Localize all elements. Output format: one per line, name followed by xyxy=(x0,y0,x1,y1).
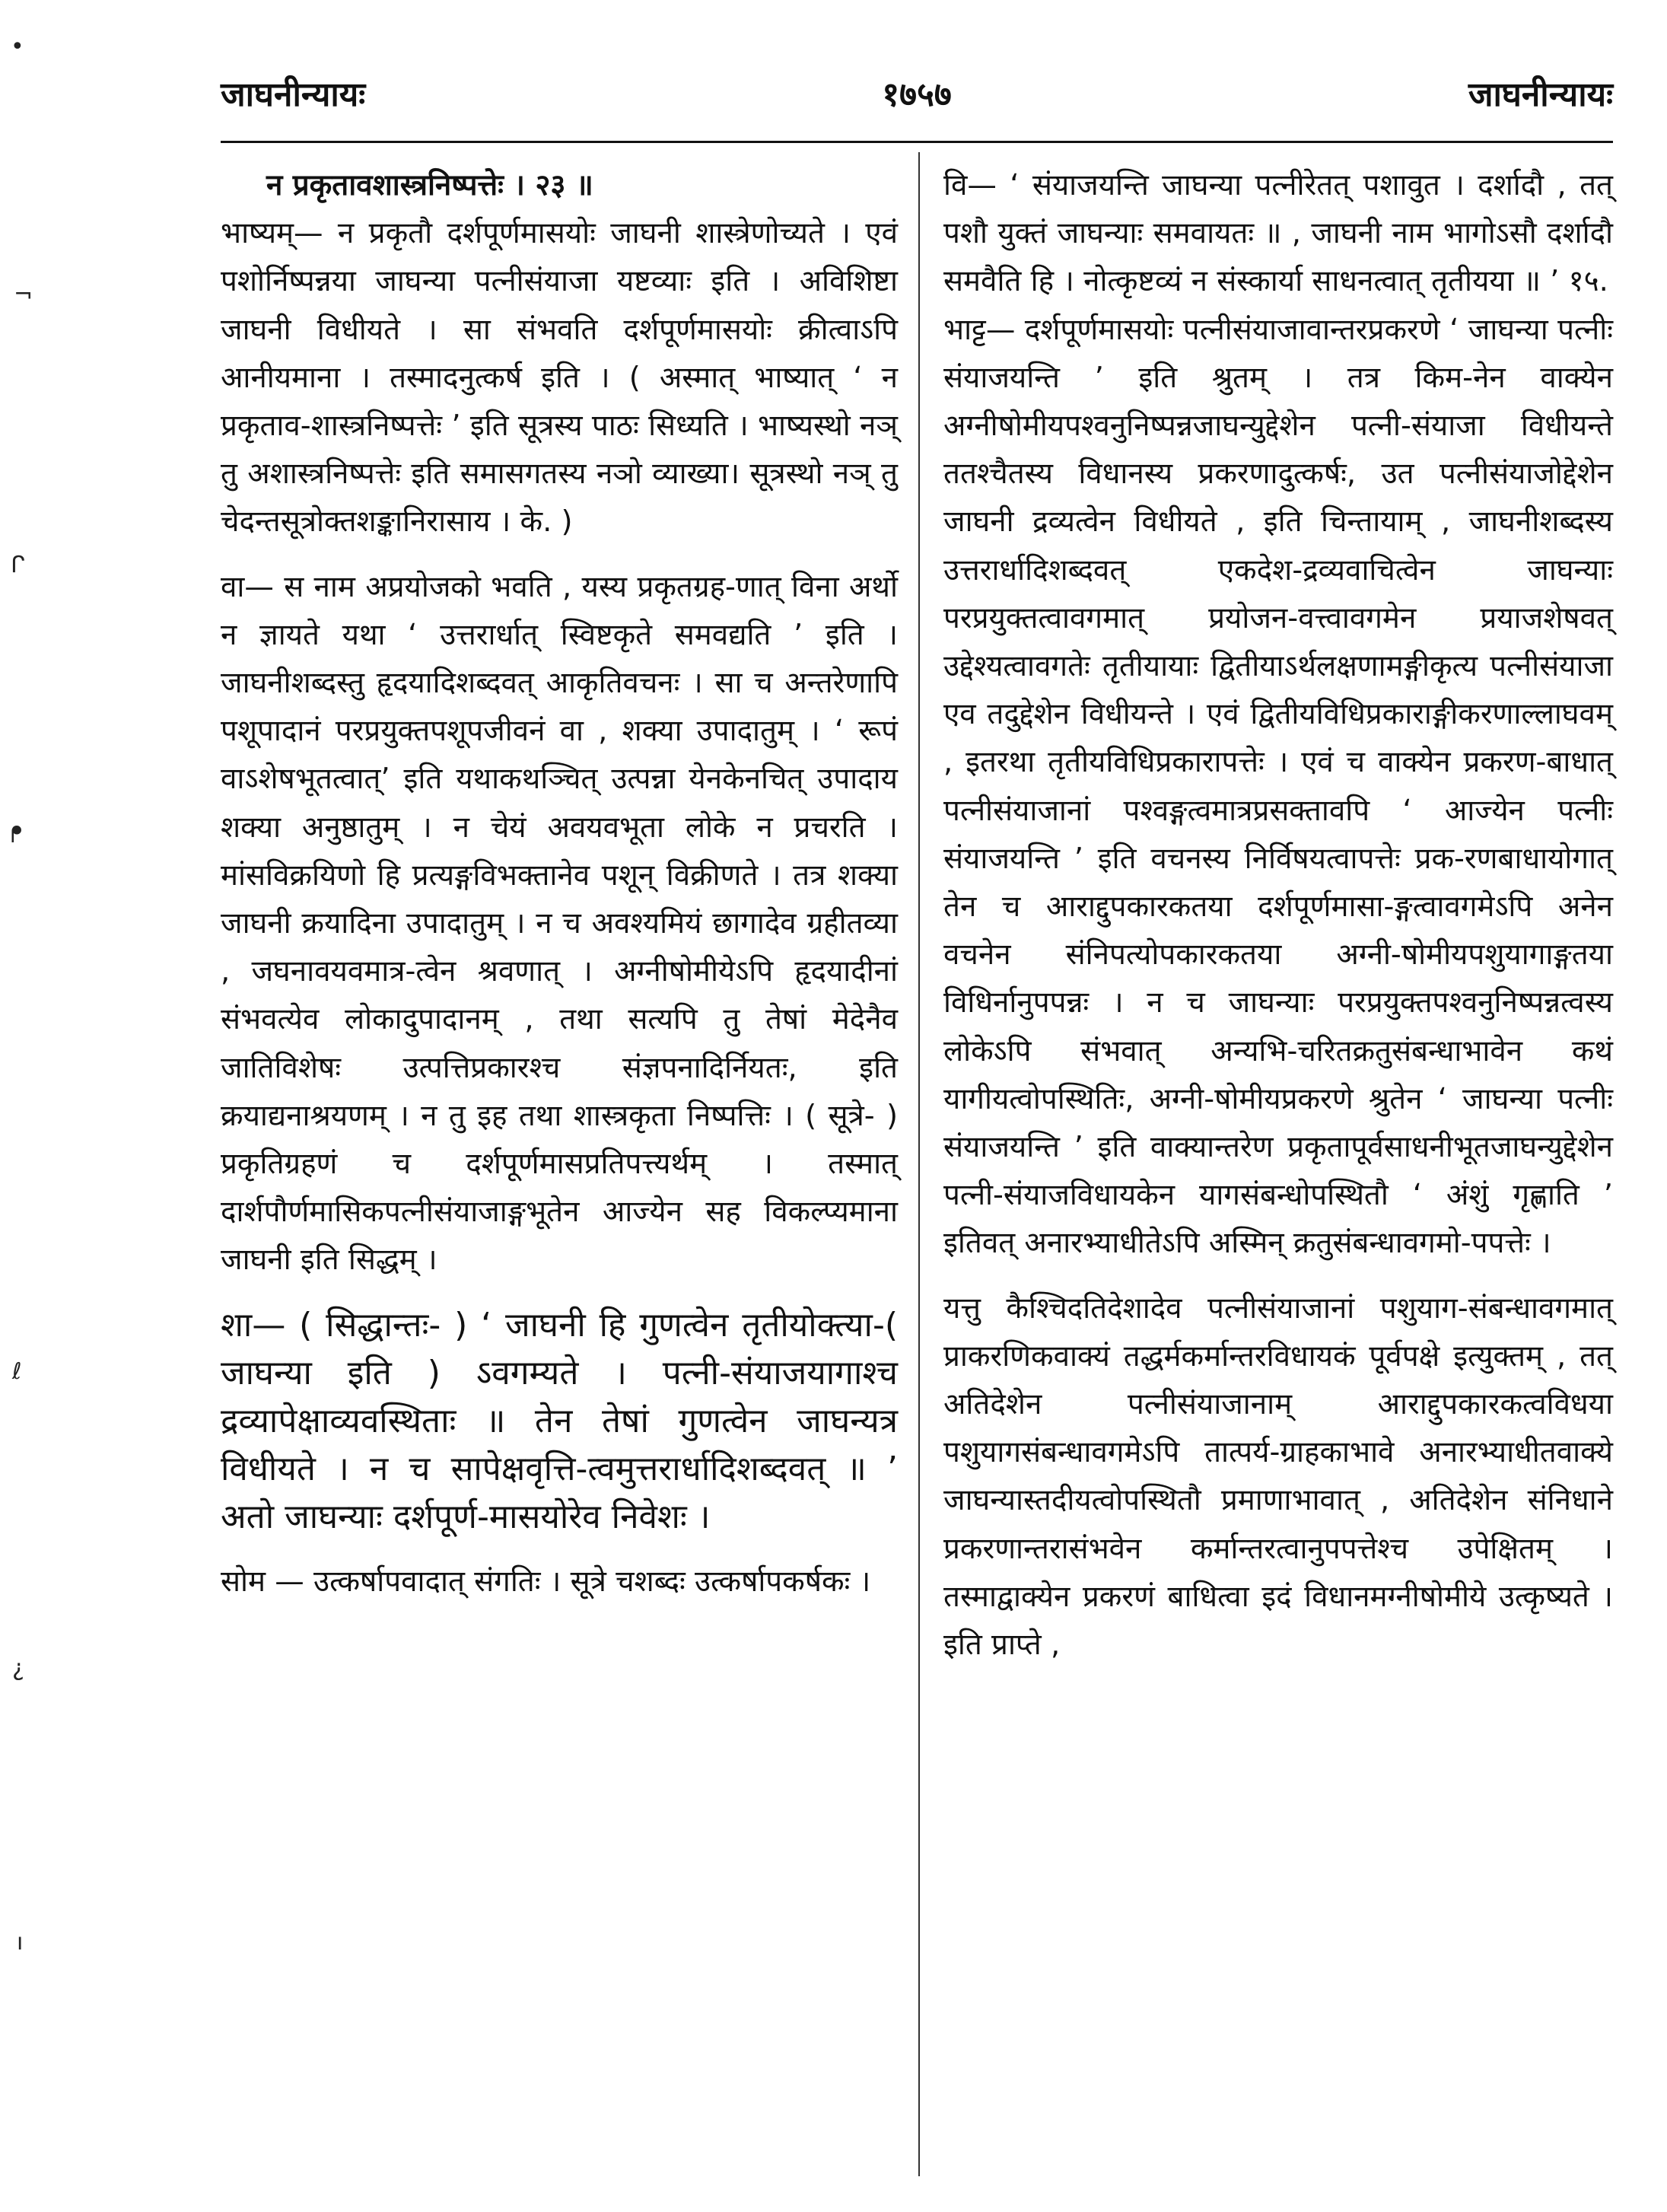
margin-speck: ᖰ xyxy=(11,822,23,848)
page-number: १७५७ xyxy=(882,75,952,114)
header-rule xyxy=(221,141,1613,143)
margin-speck: • xyxy=(11,33,24,60)
margin-speck: ᒋ xyxy=(11,552,25,578)
margin-speck: ℓ xyxy=(12,1358,22,1385)
yattu-paragraph: यत्तु कैश्चिदतिदेशादेव पत्नीसंयाजानां पशुयाग-संबन्धावगमात् प्राकरणिकवाक्यं तद्धर्मकर्मान्तरविधायकं पूर्वपक्षे इत्युक्तम् , तत् अतिदेशेन पत्नीसंयाजानाम् आराद्दुपकारकत्वविधया पशुयागसंबन्धावगमेऽपि तात्पर्य-ग्राहकाभावे अनारभ्याधीतवाक्ये जाघन्यास्तदीयत्वोपस्थितौ प्रमाणाभावात् , अतिदेशेन संनिधाने प्रकरणान्तरासंभवेन कर्मान्तरत्वानुपपत्तेश्च उपेक्षितम् । तस्माद्वाक्येन प्रकरणं बाधित्वा इदं विधानमग्नीषोमीये उत्कृष्यते । इति प्राप्ते , xyxy=(943,1291,1613,1663)
running-header xyxy=(221,70,1613,131)
vidhi-verse-paragraph: वि— ‘ संयाजयन्ति जाघन्या पत्नीरेतत् पशावुत । दर्शादौ , तत् पशौ युक्तं जाघन्याः समवायतः ॥ , जाघनी नाम भागोऽसौ दर्शादौ समवैति हि । नोत्कृष्टव्यं न संस्कार्या साधनत्वात् तृतीयया ॥ ’ १५. xyxy=(943,168,1613,299)
left-column xyxy=(221,161,898,1606)
margin-speck: ¬ xyxy=(14,282,33,308)
margin-speck: ı xyxy=(17,1929,24,1956)
bhatta-paragraph: भाट्ट— दर्शपूर्णमासयोः पत्नीसंयाजावान्तरप्रकरणे ‘ जाघन्या पत्नीः संयाजयन्ति ’ इति श्रुतम् । तत्र किम-नेन वाक्येन अग्नीषोमीयपश्वनुनिष्पन्नजाघन्युद्देशेन पत्नी-संयाजा विधीयन्ते ततश्चैतस्य विधानस्य प्रकरणादुत्कर्षः, उत पत्नीसंयाजोद्देशेन जाघनी द्रव्यत्वेन विधीयते , इति चिन्तायाम् , जाघनीशब्दस्य उत्तरार्धादिशब्दवत् एकदेश-द्रव्यवाचित्वेन जाघन्याः परप्रयुक्तत्वावगमात् प्रयोजन-वत्त्वावगमेन प्रयाजशेषवत् उद्देश्यत्वावगतेः तृतीयायाः द्वितीयाऽर्थलक्षणामङ्गीकृत्य पत्नीसंयाजा एव तदुद्देशेन विधीयन्ते । एवं द्वितीयविधिप्रकाराङ्गीकरणाल्लाघवम् , इतरथा तृतीयविधिप्रकारापत्तेः । एवं च वाक्येन प्रकरण-बाधात् पत्नीसंयाजानां पश्वङ्गत्वमात्रप्रसक्तावपि ‘ आज्येन पत्नीः संयाजयन्ति ’ इति वचनस्य निर्विषयत्वापत्तेः प्रक-रणबाधायोगात् तेन च आराद्दुपकारकतया दर्शपूर्णमासा-ङ्गत्वावगमेऽपि अनेन वचनेन संनिपत्योपकारकतया अग्नी-षोमीयपशुयागाङ्गतया विधिर्नानुपपन्नः । न च जाघन्याः परप्रयुक्तपश्वनुनिष्पन्नत्वस्य लोकेऽपि संभवात् अन्यभि-चरितक्रतुसंबन्धाभावेन कथं यागीयत्वोपस्थितिः, अग्नी-षोमीयप्रकरणे श्रुतेन ‘ जाघन्या पत्नीः संयाजयन्ति ’ इति वाक्यान्तरेण प्रकृतापूर्वसाधनीभूतजाघन्युद्देशेन पत्नी-संयाजविधायकेन यागसंबन्धोपस्थितौ ‘ अंशुं गृह्णाति ’ इतिवत् अनारभ्याधीतेऽपि अस्मिन् क्रतुसंबन्धावगमो-पपत्तेः । xyxy=(943,312,1613,1261)
right-column xyxy=(943,161,1613,1669)
margin-speck: ¿ xyxy=(12,1655,24,1682)
header-right-title: जाघनीन्यायः xyxy=(1468,75,1613,114)
bhashyam-paragraph: भाष्यम्— न प्रकृतौ दर्शपूर्णमासयोः जाघनी शास्त्रेणोच्यते । एवं पशोर्निष्पन्नया जाघन्या पत्नीसंयाजा यष्टव्याः इति । अविशिष्टा जाघनी विधीयते । सा संभवति दर्शपूर्णमासयोः क्रीत्वाऽपि आनीयमाना । तस्मादनुत्कर्ष इति । ( अस्मात् भाष्यात् ‘ न प्रकृताव-शास्त्रनिष्पत्तेः ’ इति सूत्रस्य पाठः सिध्यति । भाष्यस्थो नञ् तु अशास्त्रनिष्पत्तेः इति समासगतस्य नञो व्याख्या। सूत्रस्थो नञ् तु चेदन्तसूत्रोक्तशङ्कानिरासाय । के. ) xyxy=(221,216,898,539)
column-divider xyxy=(918,152,920,2176)
shastradipika-paragraph: शा— ( सिद्धान्तः- ) ‘ जाघनी हि गुणत्वेन तृतीयोक्त्या-( जाघन्या इति ) ऽवगम्यते । पत्नी-संयाजयागाश्च द्रव्यापेक्षाव्यवस्थिताः ॥ तेन तेषां गुणत्वेन जाघन्यत्र विधीयते । न च सापेक्षवृत्ति-त्वमुत्तरार्धादिशब्दवत् ॥ ’ अतो जाघन्याः दर्शपूर्ण-मासयोरेव निवेशः । xyxy=(221,1305,898,1536)
vartika-paragraph: वा— स नाम अप्रयोजको भवति , यस्य प्रकृतग्रह-णात् विना अर्थो न ज्ञायते यथा ‘ उत्तरार्धात् स्विष्टकृते समवद्यति ’ इति । जाघनीशब्दस्तु हृदयादिशब्दवत् आकृतिवचनः । सा च अन्तरेणापि पशूपादानं परप्रयुक्तपशूपजीवनं वा , शक्या उपादातुम् । ‘ रूपं वाऽशेषभूतत्वात्’ इति यथाकथञ्चित् उत्पन्ना येनकेनचित् उपादाय शक्या अनुष्ठातुम् । न चेयं अवयवभूता लोके न प्रचरति । मांसविक्रयिणो हि प्रत्यङ्गविभक्तानेव पशून् विक्रीणते । तत्र शक्या जाघनी क्रयादिना उपादातुम् । न च अवश्यमियं छागादेव ग्रहीतव्या , जघनावयवमात्र-त्वेन श्रवणात् । अग्नीषोमीयेऽपि हृदयादीनां संभवत्येव लोकादुपादानम् , तथा सत्यपि तु तेषां मेदेनैव जातिविशेषः उत्पत्तिप्रकारश्च संज्ञपनादिर्नियतः, इति क्रयाद्यनाश्रयणम् । न तु इह तथा शास्त्रकृता निष्पत्तिः । ( सूत्रे- ) प्रकृतिग्रहणं च दर्शपूर्णमासप्रतिपत्त्यर्थम् । तस्मात् दार्शपौर्णमासिकपत्नीसंयाजाङ्गभूतेन आज्येन सह विकल्प्यमाना जाघनी इति सिद्धम् । xyxy=(221,569,898,1278)
sutra-heading: न प्रकृतावशास्त्रनिष्पत्तेः । २३ ॥ xyxy=(266,168,593,202)
somanatha-paragraph: सोम — उत्कर्षापवादात् संगतिः । सूत्रे चशब्दः उत्कर्षापकर्षकः । xyxy=(221,1564,871,1599)
header-left-title: जाघनीन्यायः xyxy=(221,75,366,114)
